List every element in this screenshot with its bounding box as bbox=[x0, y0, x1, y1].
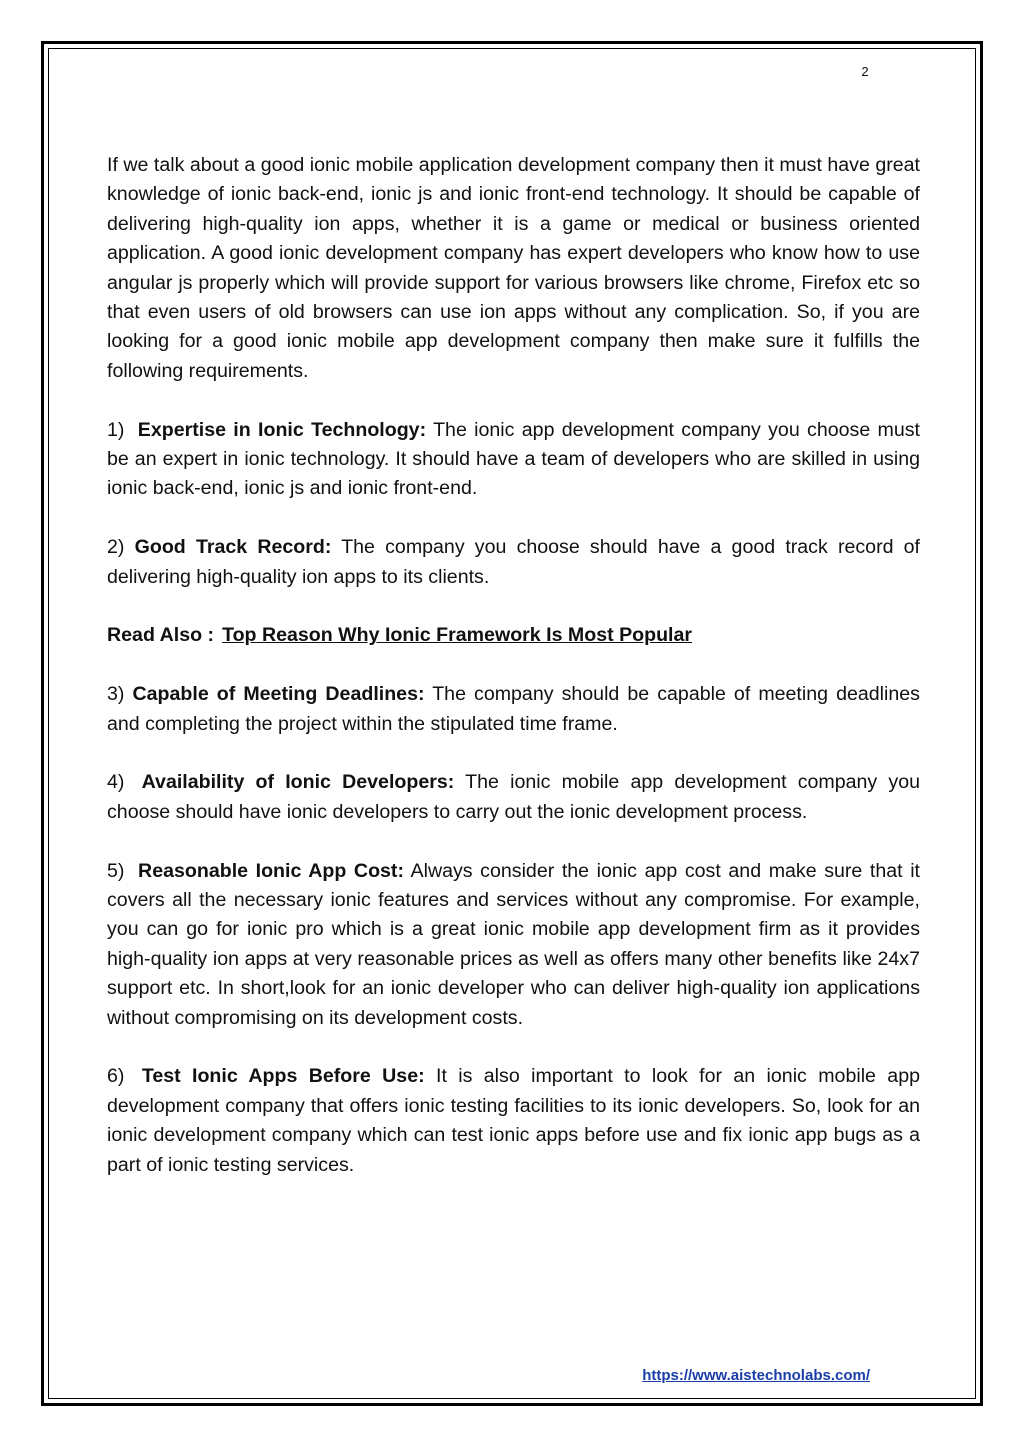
requirement-title: Availability of Ionic Developers: bbox=[141, 771, 455, 794]
requirement-title: Test Ionic Apps Before Use: bbox=[141, 1065, 425, 1088]
requirement-number: 2) bbox=[107, 536, 125, 559]
requirement-item-1 bbox=[107, 416, 920, 504]
requirement-number: 1) bbox=[107, 418, 125, 441]
read-also-label: Read Also : bbox=[107, 624, 215, 647]
requirement-number: 3) bbox=[107, 683, 125, 706]
requirement-item-6 bbox=[107, 1062, 920, 1180]
page-number: 2 bbox=[861, 64, 869, 79]
requirement-text: The company you choose should have a good track record of delivering high-quality ion apps to its clients. bbox=[107, 536, 921, 588]
requirement-number: 6) bbox=[107, 1065, 125, 1088]
requirement-number: 5) bbox=[107, 859, 125, 882]
requirement-text: Always consider the ionic app cost and make sure that it covers all the necessary ionic features and services without any compromise. For example, you can go for ionic pro which is a great ionic mobile app development firm as it provides high-quality ion apps at very reasonable prices as well as offers many other benefits like 24x7 support etc. In short,look for an ionic developer who can deliver high-quality ion applications without compromising on its development costs. bbox=[107, 859, 920, 1029]
requirement-title: Expertise in Ionic Technology: bbox=[137, 418, 427, 441]
requirement-title: Good Track Record: bbox=[134, 536, 332, 559]
requirement-title: Reasonable Ionic App Cost: bbox=[138, 859, 404, 882]
requirement-text: The company should be capable of meeting deadlines and completing the project within the stipulated time frame. bbox=[107, 683, 920, 735]
requirement-text: The ionic mobile app development company you choose should have ionic developers to carry out the ionic development process. bbox=[107, 771, 921, 823]
requirement-item-2 bbox=[107, 533, 920, 592]
document-body bbox=[107, 151, 920, 1180]
requirement-item-4 bbox=[107, 768, 920, 827]
footer-website-link[interactable]: https://www.aistechnolabs.com/ bbox=[642, 1367, 870, 1384]
requirement-item-3 bbox=[107, 680, 920, 739]
intro-paragraph: If we talk about a good ionic mobile application development company then it must have great knowledge of ionic back-end, ionic js and ionic front-end technology. It should be capable of delivering high-quality ion apps, whether it is a game or medical or business oriented application. A good ionic development company has expert developers who know how to use angular js properly which will provide support for various browsers like chrome, Firefox etc so that even users of old browsers can use ion apps without any complication. So, if you are looking for a good ionic mobile app development company then make sure it fulfills the following requirements. bbox=[107, 154, 920, 382]
requirement-number: 4) bbox=[107, 771, 125, 794]
requirement-item-5 bbox=[107, 857, 920, 1033]
read-also-link[interactable]: Top Reason Why Ionic Framework Is Most Popular bbox=[222, 624, 693, 647]
requirement-text: It is also important to look for an ionic mobile app development company that offers ionic testing facilities to its ionic developers. So, look for an ionic development company which can test ionic apps before use and fix ionic app bugs as a part of ionic testing services. bbox=[107, 1065, 921, 1176]
requirement-text: The ionic app development company you choose must be an expert in ionic technology. It should have a team of developers who are skilled in using ionic back-end, ionic js and ionic front-end. bbox=[107, 418, 921, 500]
read-also-line bbox=[107, 621, 920, 650]
requirement-title: Capable of Meeting Deadlines: bbox=[132, 683, 425, 706]
